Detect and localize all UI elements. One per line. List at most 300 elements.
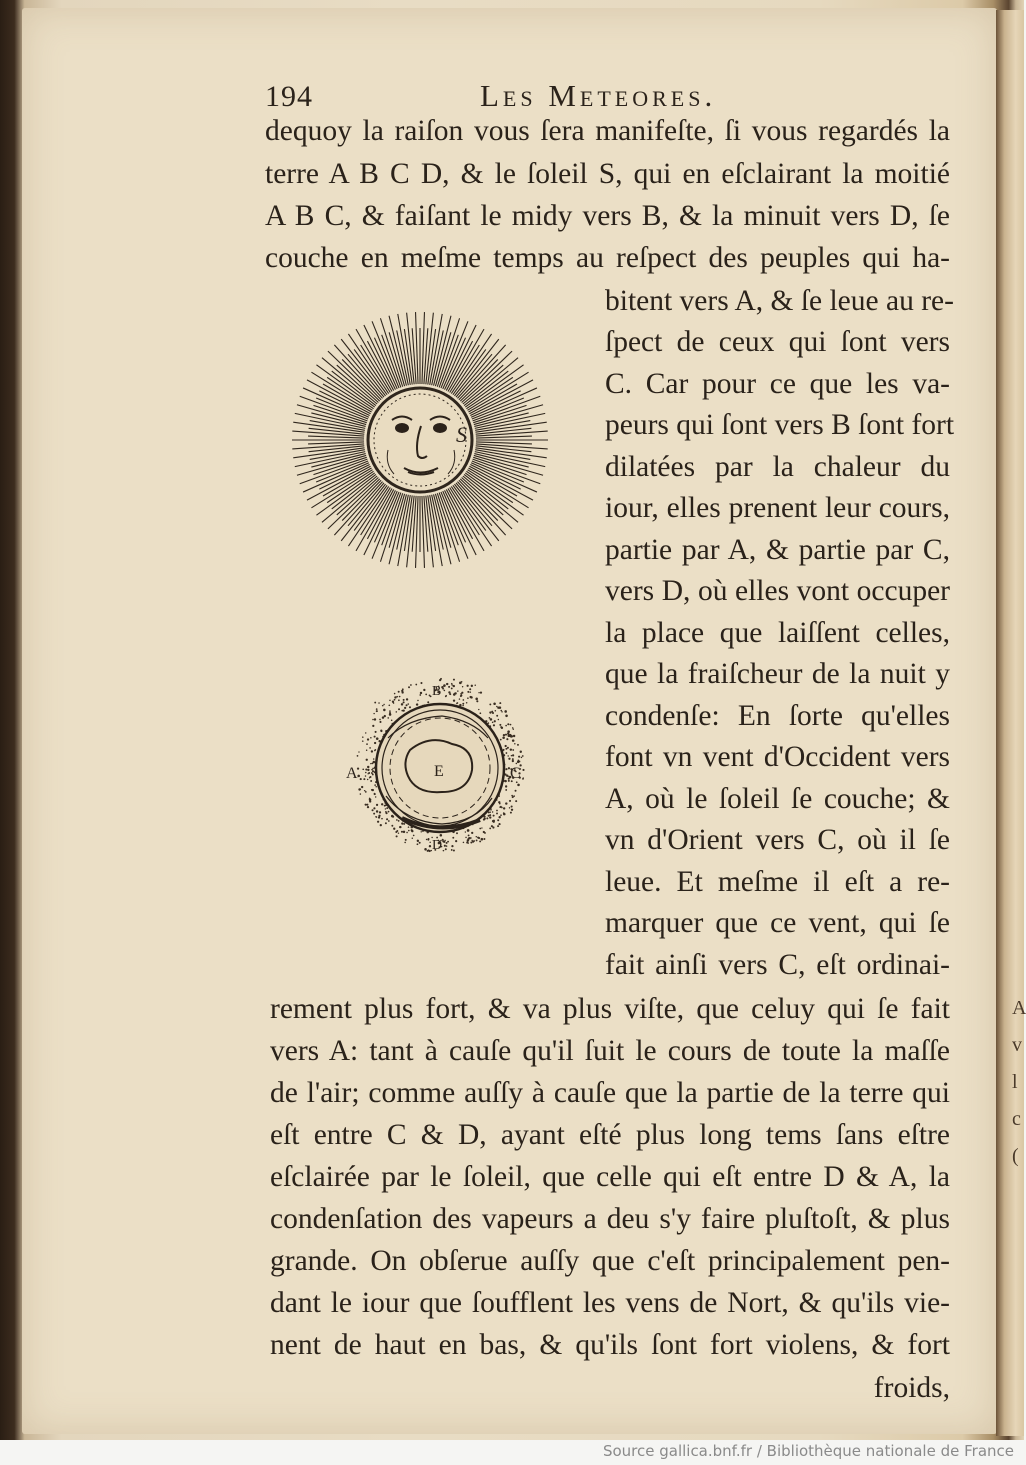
sun-ray xyxy=(422,312,425,384)
stipple-dot xyxy=(419,842,421,844)
stipple-dot xyxy=(510,735,512,737)
earth-diagram xyxy=(340,668,540,858)
stipple-dot xyxy=(441,686,443,688)
stipple-dot xyxy=(444,690,446,692)
stipple-dot xyxy=(374,718,376,720)
text-line: condenſation des vapeurs a deu s'y faire pluſtoſt, & plus xyxy=(270,1203,950,1235)
stipple-dot xyxy=(388,704,390,706)
stipple-dot xyxy=(378,816,380,818)
stipple-dot xyxy=(417,700,418,701)
stipple-dot xyxy=(409,706,411,708)
stipple-dot xyxy=(495,710,497,712)
text-line: vers A: tant à cauſe qu'il ſuit le cours de toute la maſſe xyxy=(270,1035,950,1067)
stipple-dot xyxy=(429,842,430,843)
sun-ray xyxy=(422,496,425,568)
stipple-dot xyxy=(511,805,513,807)
stipple-dot xyxy=(489,828,491,830)
stipple-dot xyxy=(379,811,381,813)
stipple-dot xyxy=(504,780,506,782)
stipple-dot xyxy=(407,703,409,705)
stipple-dot xyxy=(510,748,512,750)
stipple-dot xyxy=(489,717,491,719)
stipple-dot xyxy=(375,796,376,797)
stipple-dot xyxy=(489,703,491,705)
stipple-dot xyxy=(372,762,374,764)
stipple-dot xyxy=(412,838,413,839)
stipple-dot xyxy=(446,842,448,844)
stipple-dot xyxy=(396,696,398,698)
stipple-dot xyxy=(468,834,470,836)
text-line: eſclairée par le ſoleil, que celle qui eſt entre D & A, la xyxy=(270,1161,950,1193)
stipple-dot xyxy=(403,831,405,833)
text-line: dequoy la raiſon vous ſera manifeſte, ſi vous regardés la xyxy=(265,115,950,147)
stipple-dot xyxy=(391,719,393,721)
stipple-dot xyxy=(469,696,471,698)
stipple-dot xyxy=(512,727,514,729)
text-line: marquer que ce vent, qui ſe xyxy=(605,907,950,939)
stipple-dot xyxy=(446,845,448,847)
stipple-dot xyxy=(410,684,412,686)
stipple-dot xyxy=(373,813,375,815)
stipple-dot xyxy=(383,709,386,712)
stipple-dot xyxy=(379,721,381,723)
stipple-dot xyxy=(382,705,384,707)
catchword: froids, xyxy=(873,1372,950,1404)
stipple-dot xyxy=(367,779,368,780)
text-line: font vn vent d'Occident vers xyxy=(605,741,950,773)
sun-ray xyxy=(292,431,364,436)
text-line: leue. Et meſme il eſt a re- xyxy=(605,866,950,898)
page-title: Les Meteores. xyxy=(480,78,717,113)
stipple-dot xyxy=(376,708,378,710)
stipple-dot xyxy=(498,719,500,721)
sun-ray xyxy=(328,351,380,401)
stipple-dot xyxy=(386,807,388,809)
stipple-dot xyxy=(373,713,374,714)
stipple-dot xyxy=(508,758,510,760)
stipple-dot xyxy=(499,702,501,704)
stipple-dot xyxy=(476,700,478,702)
stipple-dot xyxy=(457,702,459,704)
stipple-dot xyxy=(380,730,382,732)
stipple-dot xyxy=(463,842,465,844)
stipple-dot xyxy=(467,697,469,699)
stipple-dot xyxy=(440,834,443,837)
stipple-dot xyxy=(478,709,479,710)
stipple-dot xyxy=(496,813,498,815)
stipple-dot xyxy=(453,679,455,681)
stipple-dot xyxy=(406,704,408,706)
stipple-dot xyxy=(453,699,455,701)
stipple-dot xyxy=(467,838,469,840)
stipple-dot xyxy=(372,768,374,770)
earth-label-e: E xyxy=(434,763,444,780)
stipple-dot xyxy=(403,709,405,711)
stipple-dot xyxy=(515,790,517,792)
stipple-dot xyxy=(398,691,400,693)
stipple-dot xyxy=(514,743,516,745)
text-line: que la fraiſcheur de la nuit y xyxy=(605,658,950,690)
stipple-dot xyxy=(444,840,445,841)
stipple-dot xyxy=(511,755,512,756)
stipple-dot xyxy=(513,795,515,797)
stipple-dot xyxy=(493,724,495,726)
stipple-dot xyxy=(423,689,425,691)
stipple-dot xyxy=(511,809,513,811)
stipple-dot xyxy=(385,822,387,824)
stipple-dot xyxy=(385,808,386,809)
stipple-dot xyxy=(443,684,446,687)
stipple-dot xyxy=(512,760,514,762)
stipple-dot xyxy=(369,776,371,778)
stipple-dot xyxy=(492,820,494,822)
stipple-dot xyxy=(391,815,394,818)
stipple-dot xyxy=(389,700,390,701)
stipple-dot xyxy=(406,698,408,700)
facing-page-letters: A v l c ( xyxy=(1012,997,1026,1167)
stipple-dot xyxy=(374,736,376,738)
stipple-dot xyxy=(357,775,360,778)
sun-ray xyxy=(416,312,419,384)
stipple-dot xyxy=(417,840,419,842)
stipple-dot xyxy=(477,837,478,838)
stipple-dot xyxy=(460,695,462,697)
text-line: grande. On obſerue auſſy que c'eſt principalement pen- xyxy=(270,1245,950,1277)
sun-ray xyxy=(476,442,532,444)
stipple-dot xyxy=(483,831,485,833)
stipple-dot xyxy=(476,836,477,837)
stipple-dot xyxy=(429,695,431,697)
sun-ray xyxy=(460,351,512,401)
stipple-dot xyxy=(505,789,507,791)
stipple-dot xyxy=(425,693,427,695)
text-line: la place que laiſſent celles, xyxy=(605,617,950,649)
stipple-dot xyxy=(462,686,463,687)
stipple-dot xyxy=(374,742,376,744)
stipple-dot xyxy=(455,840,457,842)
stipple-dot xyxy=(372,809,374,811)
stipple-dot xyxy=(405,839,407,841)
stipple-dot xyxy=(479,840,481,842)
stipple-dot xyxy=(383,704,384,705)
stipple-dot xyxy=(396,830,398,832)
sun-ray xyxy=(476,444,548,449)
stipple-dot xyxy=(413,835,415,837)
stipple-dot xyxy=(379,719,381,721)
stipple-dot xyxy=(498,823,500,825)
stipple-dot xyxy=(381,818,383,820)
stipple-dot xyxy=(505,745,507,747)
stipple-dot xyxy=(366,750,367,751)
text-line: vn d'Orient vers C, où il ſe xyxy=(605,824,950,856)
stipple-dot xyxy=(362,740,364,742)
stipple-dot xyxy=(389,710,391,712)
earth-label-b: B xyxy=(432,684,442,699)
stipple-dot xyxy=(365,769,367,771)
stipple-dot xyxy=(451,845,453,847)
stipple-dot xyxy=(459,698,460,699)
stipple-dot xyxy=(375,816,377,818)
stipple-dot xyxy=(512,749,514,751)
stipple-dot xyxy=(401,823,403,825)
stipple-dot xyxy=(512,739,515,742)
stipple-dot xyxy=(503,813,506,816)
text-line: eſt entre C & D, ayant eſté plus long tems ſans eſtre xyxy=(270,1119,950,1151)
stipple-dot xyxy=(401,831,403,833)
stipple-dot xyxy=(427,838,429,840)
stipple-dot xyxy=(360,789,361,790)
stipple-dot xyxy=(394,699,396,701)
stipple-dot xyxy=(360,793,362,795)
text-line: iour, elles prenent leur cours, xyxy=(605,492,950,524)
stipple-dot xyxy=(516,763,518,765)
stipple-dot xyxy=(453,850,455,852)
stipple-dot xyxy=(509,807,510,808)
stipple-dot xyxy=(389,712,391,714)
stipple-dot xyxy=(447,841,449,843)
stipple-dot xyxy=(522,769,524,771)
stipple-dot xyxy=(374,702,376,704)
stipple-dot xyxy=(408,826,410,828)
stipple-dot xyxy=(427,850,429,852)
stipple-dot xyxy=(387,717,389,719)
stipple-dot xyxy=(474,685,475,686)
stipple-dot xyxy=(489,811,491,813)
source-credit: Source gallica.bnf.fr / Bibliothèque nationale de France xyxy=(602,1442,1014,1460)
stipple-dot xyxy=(492,826,494,828)
stipple-dot xyxy=(374,784,376,786)
stipple-dot xyxy=(469,688,471,690)
stipple-dot xyxy=(506,738,508,740)
stipple-dot xyxy=(467,685,469,687)
stipple-dot xyxy=(515,800,517,802)
stipple-dot xyxy=(446,683,448,685)
stipple-dot xyxy=(511,795,513,797)
stipple-dot xyxy=(369,798,370,799)
text-line: nent de haut en bas, & qu'ils ſont fort violens, & fort xyxy=(270,1329,950,1361)
stipple-dot xyxy=(498,801,500,803)
stipple-dot xyxy=(406,832,408,834)
stipple-dot xyxy=(365,732,366,733)
sun-ray xyxy=(361,345,391,392)
stipple-dot xyxy=(365,804,367,806)
stipple-dot xyxy=(512,754,514,756)
sun-ray xyxy=(450,487,480,534)
sun-ray xyxy=(476,431,548,436)
stipple-dot xyxy=(399,696,401,698)
stipple-dot xyxy=(494,720,496,722)
stipple-dot xyxy=(445,696,447,698)
stipple-dot xyxy=(371,750,373,752)
stipple-dot xyxy=(513,729,514,730)
stipple-dot xyxy=(408,830,410,832)
stipple-dot xyxy=(371,772,373,774)
stipple-dot xyxy=(369,747,371,749)
text-line: condenſe: En ſorte qu'elles xyxy=(605,700,950,732)
stipple-dot xyxy=(496,706,498,708)
text-line: vers D, où elles vont occuper xyxy=(605,575,950,607)
stipple-dot xyxy=(497,825,499,827)
stipple-dot xyxy=(501,727,503,729)
stipple-dot xyxy=(357,755,359,757)
stipple-dot xyxy=(462,703,464,705)
stipple-dot xyxy=(401,703,403,705)
text-line: partie par A, & partie par C, xyxy=(605,534,950,566)
stipple-dot xyxy=(468,842,469,843)
stipple-dot xyxy=(427,701,429,703)
stipple-dot xyxy=(471,832,473,834)
sun-ray xyxy=(328,479,380,529)
stipple-dot xyxy=(451,849,453,851)
stipple-dot xyxy=(451,683,453,685)
stipple-dot xyxy=(501,711,502,712)
stipple-dot xyxy=(370,737,372,739)
stipple-dot xyxy=(500,806,502,808)
earth-label-d: D xyxy=(432,838,443,853)
stipple-dot xyxy=(466,702,468,704)
stipple-dot xyxy=(381,803,383,805)
stipple-dot xyxy=(378,702,380,704)
stipple-dot xyxy=(489,816,491,818)
stipple-dot xyxy=(404,842,406,844)
stipple-dot xyxy=(497,707,499,709)
stipple-dot xyxy=(456,832,458,834)
sun-ray xyxy=(476,436,532,438)
sun-ray xyxy=(450,345,480,392)
stipple-dot xyxy=(368,772,370,774)
text-line: de l'air; comme auſſy à cauſe que la partie de la terre qui xyxy=(270,1077,950,1109)
stipple-dot xyxy=(367,806,369,808)
stipple-dot xyxy=(365,772,367,774)
facing-page-edge xyxy=(996,10,1024,1436)
stipple-dot xyxy=(424,848,427,851)
stipple-dot xyxy=(445,848,447,850)
stipple-dot xyxy=(369,800,371,802)
stipple-dot xyxy=(403,823,405,825)
stipple-dot xyxy=(483,838,485,840)
stipple-dot xyxy=(442,840,444,842)
stipple-dot xyxy=(372,770,374,772)
stipple-dot xyxy=(500,814,502,816)
stipple-dot xyxy=(399,826,401,828)
stipple-dot xyxy=(394,696,396,698)
stipple-dot xyxy=(523,777,524,778)
stipple-dot xyxy=(461,692,463,694)
text-line: A B C, & faiſant le midy vers B, & la minuit vers D, ſe xyxy=(265,200,950,232)
stipple-dot xyxy=(484,818,486,820)
sun-ray xyxy=(308,436,364,438)
sun-ray xyxy=(361,487,391,534)
stipple-dot xyxy=(380,824,382,826)
stipple-dot xyxy=(360,778,362,780)
stipple-dot xyxy=(375,786,376,787)
stipple-dot xyxy=(415,684,417,686)
text-line: peurs qui ſont vers B ſont fort xyxy=(605,409,955,441)
text-line: dant le iour que ſoufflent les vens de Nort, & qu'ils vie- xyxy=(270,1287,950,1319)
stipple-dot xyxy=(404,707,406,709)
stipple-dot xyxy=(507,723,509,725)
stipple-dot xyxy=(370,780,372,782)
stipple-dot xyxy=(396,819,398,821)
stipple-dot xyxy=(448,686,450,688)
stipple-dot xyxy=(510,812,512,814)
stipple-dot xyxy=(467,829,470,832)
stipple-dot xyxy=(363,778,365,780)
stipple-dot xyxy=(403,699,405,701)
stipple-dot xyxy=(498,816,500,818)
stipple-dot xyxy=(461,681,463,683)
stipple-dot xyxy=(492,721,494,723)
stipple-dot xyxy=(372,789,374,791)
stipple-dot xyxy=(512,758,514,760)
sun-label: S xyxy=(456,422,467,447)
stipple-dot xyxy=(505,752,507,754)
stipple-dot xyxy=(502,736,505,739)
stipple-dot xyxy=(500,710,502,712)
stipple-dot xyxy=(493,815,495,817)
sun-ray xyxy=(416,496,419,568)
stipple-dot xyxy=(376,810,378,812)
stipple-dot xyxy=(361,786,363,788)
stipple-dot xyxy=(488,815,490,817)
text-line: couche en meſme temps au reſpect des peuples qui ha- xyxy=(265,242,950,274)
earth-label-c: C xyxy=(510,765,521,782)
stipple-dot xyxy=(499,724,501,726)
stipple-dot xyxy=(479,828,481,830)
stipple-dot xyxy=(457,690,458,691)
stipple-dot xyxy=(463,699,465,701)
stipple-dot xyxy=(376,737,379,740)
stipple-dot xyxy=(496,810,498,812)
stipple-dot xyxy=(416,703,418,705)
stipple-dot xyxy=(376,804,378,806)
stipple-dot xyxy=(393,828,395,830)
stipple-dot xyxy=(367,769,369,771)
stipple-dot xyxy=(365,791,367,793)
stipple-dot xyxy=(367,766,369,768)
stipple-dot xyxy=(496,715,498,717)
earth-label-a: A xyxy=(346,765,358,782)
stipple-dot xyxy=(443,850,445,852)
stipple-dot xyxy=(370,763,371,764)
stipple-dot xyxy=(362,768,364,770)
stipple-dot xyxy=(420,692,422,694)
stipple-dot xyxy=(376,710,378,712)
stipple-dot xyxy=(503,807,505,809)
stipple-dot xyxy=(394,693,396,695)
sun-ray xyxy=(308,442,364,444)
stipple-dot xyxy=(505,725,507,727)
stipple-dot xyxy=(480,692,482,694)
stipple-dot xyxy=(465,837,467,839)
stipple-dot xyxy=(490,809,491,810)
text-line: fait ainſi vers C, eſt ordinai- xyxy=(605,949,950,981)
text-line: dilatées par la chaleur du xyxy=(605,451,950,483)
stipple-dot xyxy=(490,718,493,721)
stipple-dot xyxy=(365,775,367,777)
stipple-dot xyxy=(426,839,427,840)
stipple-dot xyxy=(398,699,400,701)
stipple-dot xyxy=(373,758,375,760)
stipple-dot xyxy=(504,710,507,713)
stipple-dot xyxy=(470,691,472,693)
stipple-dot xyxy=(451,687,453,689)
stipple-dot xyxy=(377,821,379,823)
stipple-dot xyxy=(385,811,387,813)
stipple-dot xyxy=(507,747,509,749)
stipple-dot xyxy=(505,715,508,718)
stipple-dot xyxy=(493,703,496,706)
